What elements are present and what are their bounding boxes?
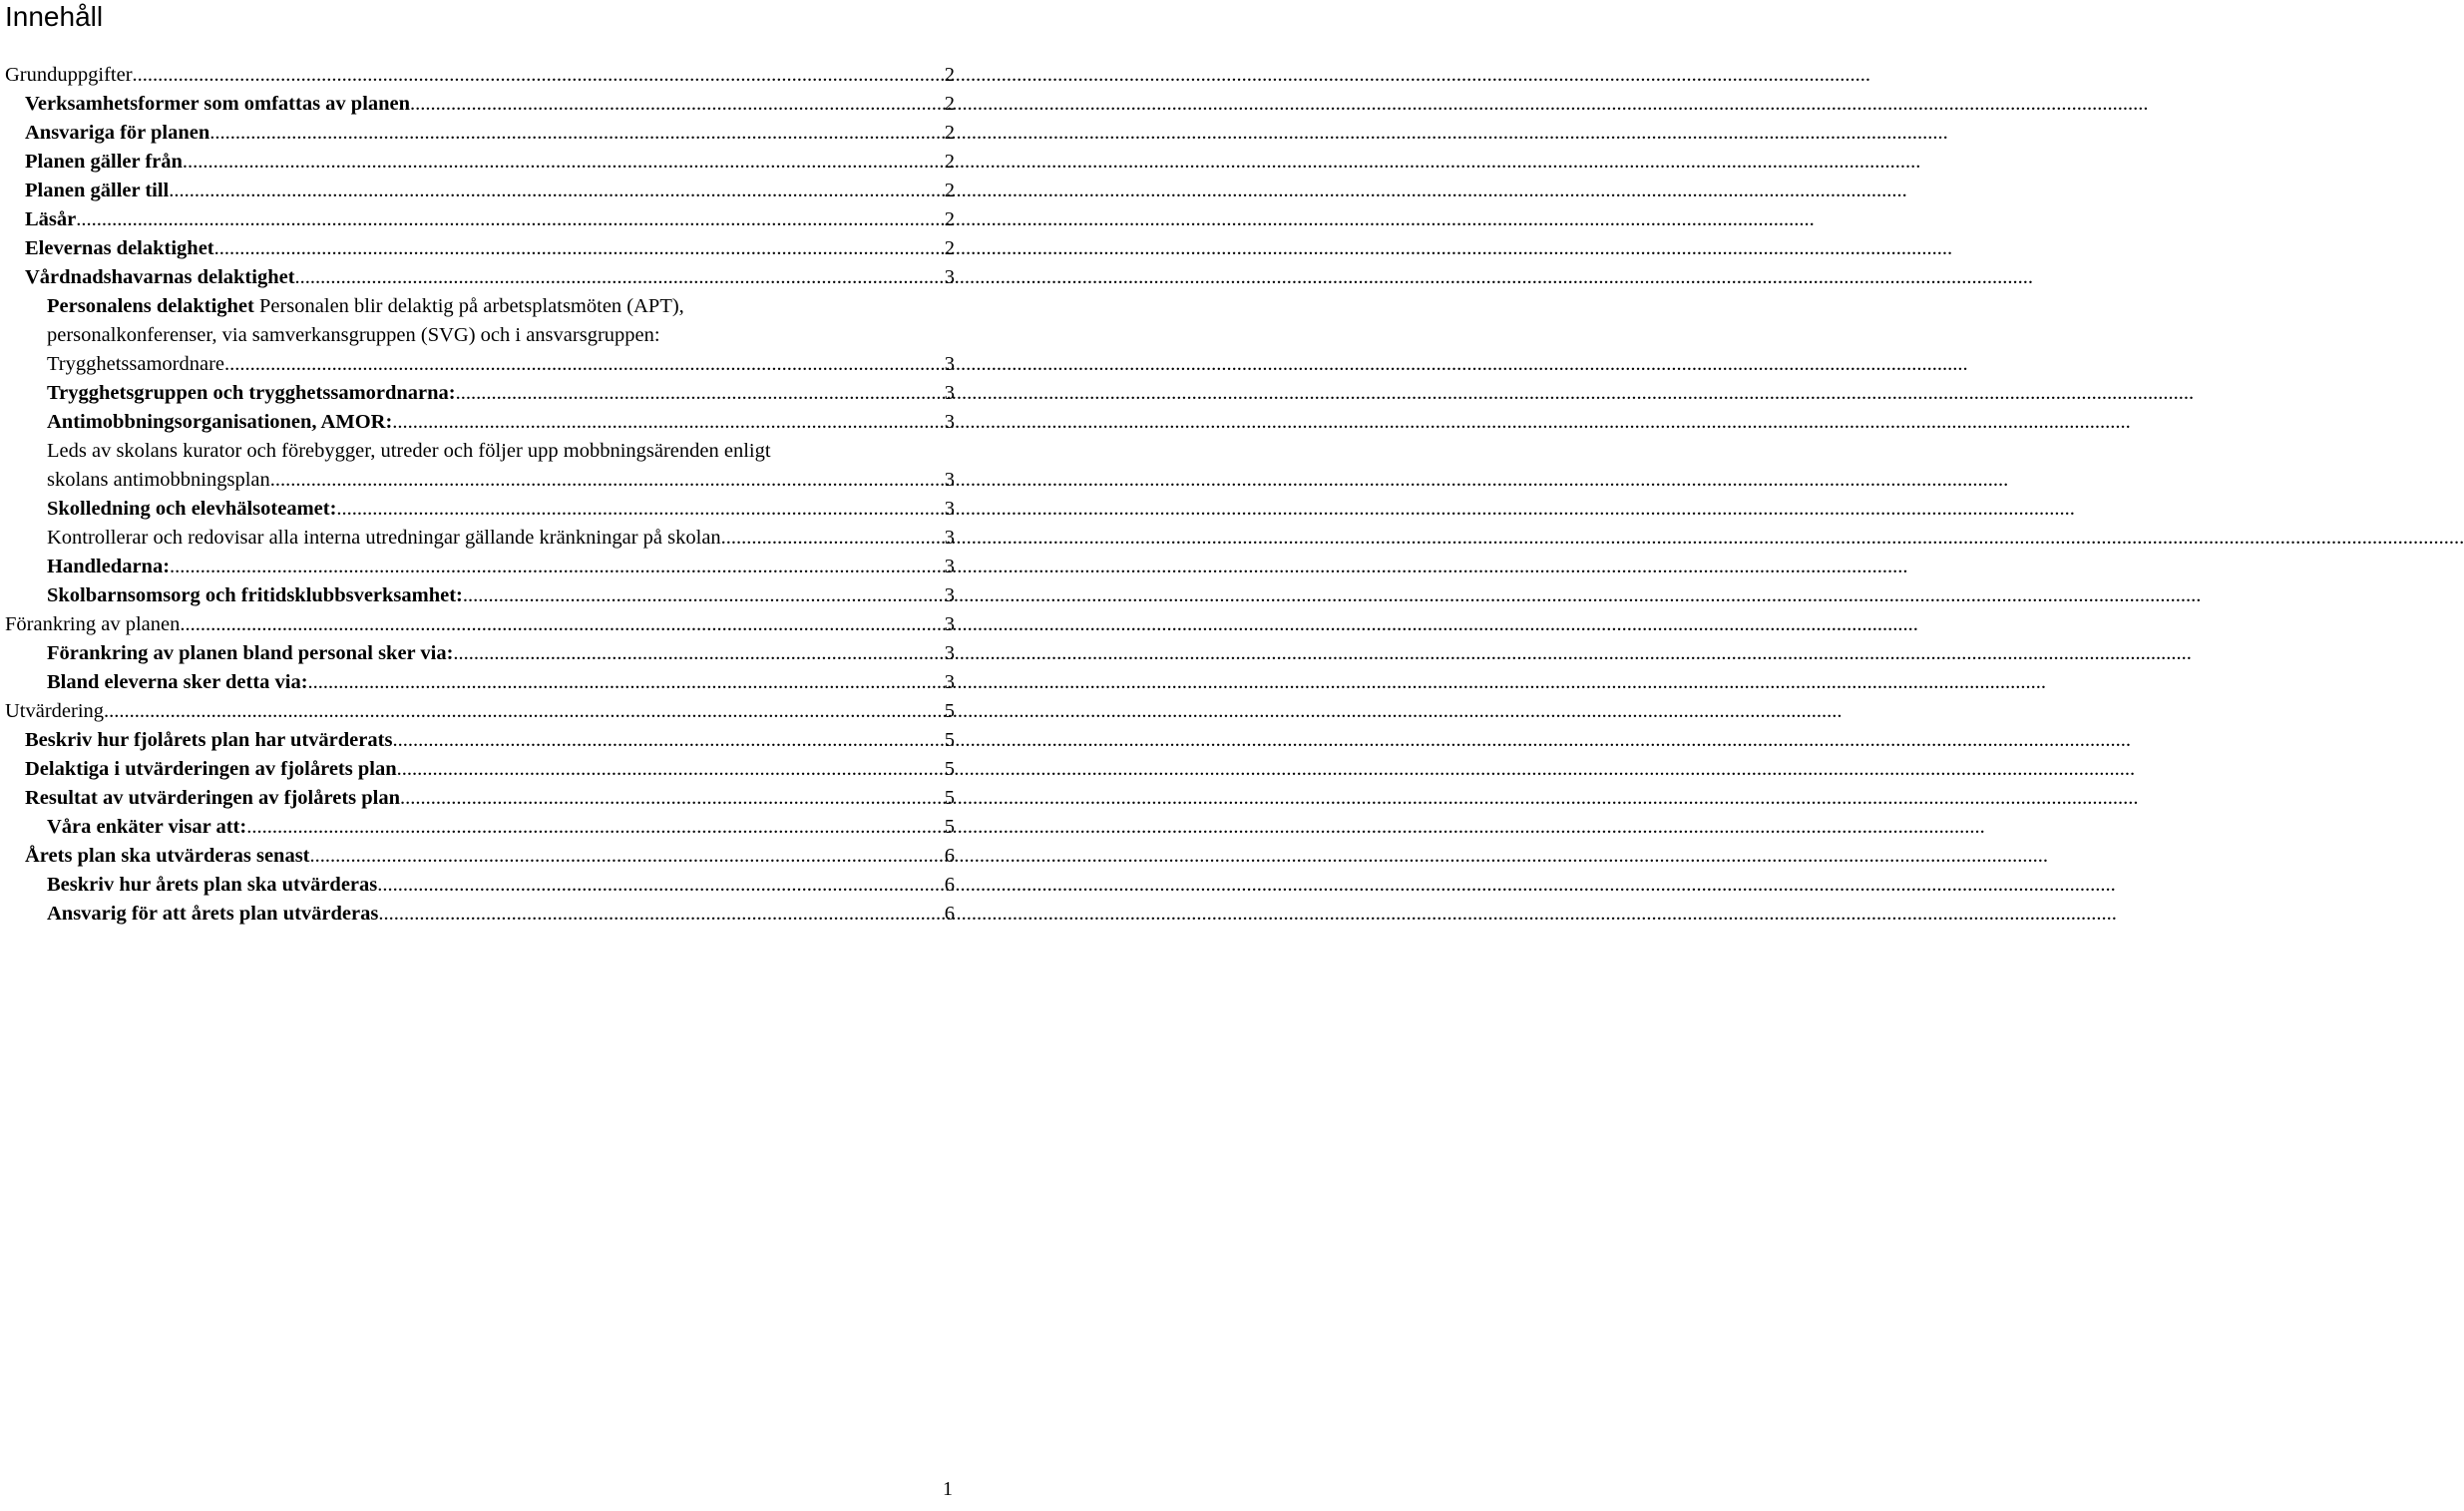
toc-entry-title-line1: Leds av skolans kurator och förebygger, utreder och följer upp mobbningsärenden enligt: [47, 440, 771, 462]
toc-dot-leader: [180, 610, 942, 639]
toc-dot-leader: [229, 350, 943, 379]
toc-entry-handledarna[interactable]: [0, 553, 958, 581]
toc-entry-title: Vårdnadshavarnas delaktighet: [25, 266, 295, 288]
toc-dot-leader: [308, 668, 943, 697]
toc-page-number: 5: [944, 700, 955, 722]
page-number: 1: [943, 1478, 953, 1500]
toc-entry-title: Våra enkäter visar att:: [47, 816, 247, 838]
toc-page-number: 5: [944, 787, 955, 809]
toc-page-number: 2: [944, 237, 955, 259]
toc-entry-elevernas-delaktighet[interactable]: [0, 234, 958, 263]
toc-page-number: 2: [944, 93, 955, 115]
toc-entry-title: Skolbarnsomsorg och fritidsklubbsverksamhet:: [47, 584, 463, 606]
toc-page-number: 3: [944, 469, 955, 491]
toc-dot-leader: [183, 148, 943, 177]
toc-dot-leader: [104, 697, 943, 726]
toc-heading: Innehåll: [5, 1, 104, 32]
toc-page-number: 3: [944, 498, 955, 520]
toc-dot-leader: [453, 639, 942, 668]
toc-dot-leader: [392, 726, 942, 755]
toc-entry-resultat-av-utvarderingen[interactable]: [0, 784, 958, 813]
toc-entry-forankring-av-planen[interactable]: [0, 610, 958, 639]
toc-entry-skolledning[interactable]: [0, 495, 958, 524]
toc-entry-verksamhetsformer[interactable]: [0, 90, 958, 119]
toc-entry-beskriv-fjolarets-plan[interactable]: [0, 726, 958, 755]
toc-dot-leader: [377, 871, 942, 900]
toc-page-number: 2: [944, 122, 955, 144]
toc-entry-ansvarig-utvarderas[interactable]: [0, 900, 958, 929]
toc-page-number: 5: [944, 816, 955, 838]
toc-dot-leader: [214, 234, 943, 263]
toc-entry-title-line2: skolans antimobbningsplan: [47, 469, 270, 491]
toc-dot-leader: [456, 379, 943, 408]
toc-entry-kontrollerar[interactable]: [0, 524, 958, 553]
toc-entry-title-line3: Trygghetssamordnare.: [47, 353, 230, 375]
toc-entry-title-line2: personalkonferenser, via samverkansgruppen (SVG) och i ansvarsgruppen:: [47, 324, 660, 346]
toc-dot-leader: [246, 813, 943, 842]
toc-page-number: 3: [944, 613, 955, 635]
toc-dot-leader: [310, 842, 943, 871]
toc-page-number: 2: [944, 151, 955, 173]
toc-page-number: 3: [944, 527, 955, 549]
toc-page-number: 3: [944, 671, 955, 693]
toc-page-number: 5: [944, 729, 955, 751]
toc-entry-title: Beskriv hur fjolårets plan har utvärderats: [25, 729, 393, 751]
toc-dot-leader: [133, 61, 943, 90]
toc-entry-title: Trygghetsgruppen och trygghetssamordnarna:: [47, 382, 456, 404]
toc-page-number: 3: [944, 266, 955, 288]
toc-entry-title: Kontrollerar och redovisar alla interna utredningar gällande kränkningar på skolan.: [47, 527, 726, 549]
toc-dot-leader: [378, 900, 942, 929]
toc-page-number: 2: [944, 208, 955, 230]
toc-entry-planen-galler-till[interactable]: [0, 177, 958, 205]
toc-entry-title: Antimobbningsorganisationen, AMOR:: [47, 411, 393, 433]
toc-dot-leader: [295, 263, 943, 292]
toc-dot-leader: [169, 177, 942, 205]
toc-entry-title: Planen gäller från: [25, 151, 183, 173]
toc-entry-title: Delaktiga i utvärderingen av fjolårets plan: [25, 758, 397, 780]
toc-entry-bland-eleverna[interactable]: [0, 668, 958, 697]
toc-entry-title: Utvärdering: [5, 700, 105, 722]
toc-entry-leds-av-skolans-kurator[interactable]: [0, 437, 958, 495]
toc-page-number: 3: [944, 382, 955, 404]
toc-entry-title: Handledarna:: [47, 556, 171, 577]
toc-page-number: 2: [944, 180, 955, 201]
toc-entry-title: Förankring av planen: [5, 613, 181, 635]
toc-page-number: 5: [944, 758, 955, 780]
toc-entry-lasar[interactable]: [0, 205, 958, 234]
toc-entry-planen-galler-fran[interactable]: [0, 148, 958, 177]
toc-entry-ansvariga[interactable]: [0, 119, 958, 148]
toc-dot-leader: [726, 524, 943, 553]
toc-entry-skolbarnsomsorg[interactable]: [0, 581, 958, 610]
toc-entry-title: Verksamhetsformer som omfattas av planen: [25, 93, 411, 115]
toc-entry-title: Läsår: [25, 208, 77, 230]
toc-page-number: 3: [944, 642, 955, 664]
toc-entry-title-rest: Personalen blir delaktig på arbetsplatsmöten (APT),: [253, 295, 684, 317]
toc-page-number: 3: [944, 411, 955, 433]
toc-entry-beskriv-arets-plan[interactable]: [0, 871, 958, 900]
toc-entry-title: Planen gäller till: [25, 180, 170, 201]
toc-entry-title: Grunduppgifter: [5, 64, 133, 86]
toc-entry-arets-plan-senast[interactable]: [0, 842, 958, 871]
toc-list: [0, 61, 958, 929]
toc-entry-title: Elevernas delaktighet: [25, 237, 214, 259]
toc-entry-grunduppgifter[interactable]: [0, 61, 958, 90]
toc-dot-leader: [76, 205, 943, 234]
toc-entry-title: Årets plan ska utvärderas senast: [25, 845, 310, 867]
toc-dot-leader: [270, 466, 943, 495]
toc-entry-personalens-delaktighet[interactable]: [0, 292, 958, 379]
toc-entry-title: Ansvarig för att årets plan utvärderas: [47, 903, 379, 925]
toc-entry-title: Skolledning och elevhälsoteamet:: [47, 498, 337, 520]
toc-entry-vardnadshavarnas-delaktighet[interactable]: [0, 263, 958, 292]
toc-page-number: 6: [944, 874, 955, 896]
toc-entry-utvardering[interactable]: [0, 697, 958, 726]
toc-entry-title: Ansvariga för planen: [25, 122, 210, 144]
toc-entry-vara-enkater[interactable]: [0, 813, 958, 842]
toc-dot-leader: [392, 408, 942, 437]
toc-dot-leader: [336, 495, 942, 524]
toc-page-number: 3: [944, 584, 955, 606]
toc-entry-title: Förankring av planen bland personal sker via:: [47, 642, 454, 664]
toc-entry-antimobbningsorganisationen[interactable]: [0, 408, 958, 437]
toc-dot-leader: [209, 119, 942, 148]
toc-page-number: 3: [944, 556, 955, 577]
toc-page-number: 6: [944, 845, 955, 867]
toc-entry-title: Resultat av utvärderingen av fjolårets plan: [25, 787, 401, 809]
toc-page-number: 3: [944, 353, 955, 375]
toc-entry-trygghetsgruppen[interactable]: [0, 379, 958, 408]
toc-dot-leader: [400, 784, 943, 813]
toc-entry-forankring-bland-personal[interactable]: [0, 639, 958, 668]
toc-dot-leader: [410, 90, 943, 119]
toc-dot-leader: [463, 581, 943, 610]
toc-entry-title: Beskriv hur årets plan ska utvärderas: [47, 874, 378, 896]
toc-dot-leader: [170, 553, 943, 581]
toc-page-number: 2: [944, 64, 955, 86]
toc-dot-leader: [397, 755, 943, 784]
toc-entry-title-bold: Personalens delaktighet: [47, 295, 254, 317]
toc-entry-title: Bland eleverna sker detta via:: [47, 671, 308, 693]
toc-page-number: 6: [944, 903, 955, 925]
toc-entry-delaktiga-i-utvarderingen[interactable]: [0, 755, 958, 784]
